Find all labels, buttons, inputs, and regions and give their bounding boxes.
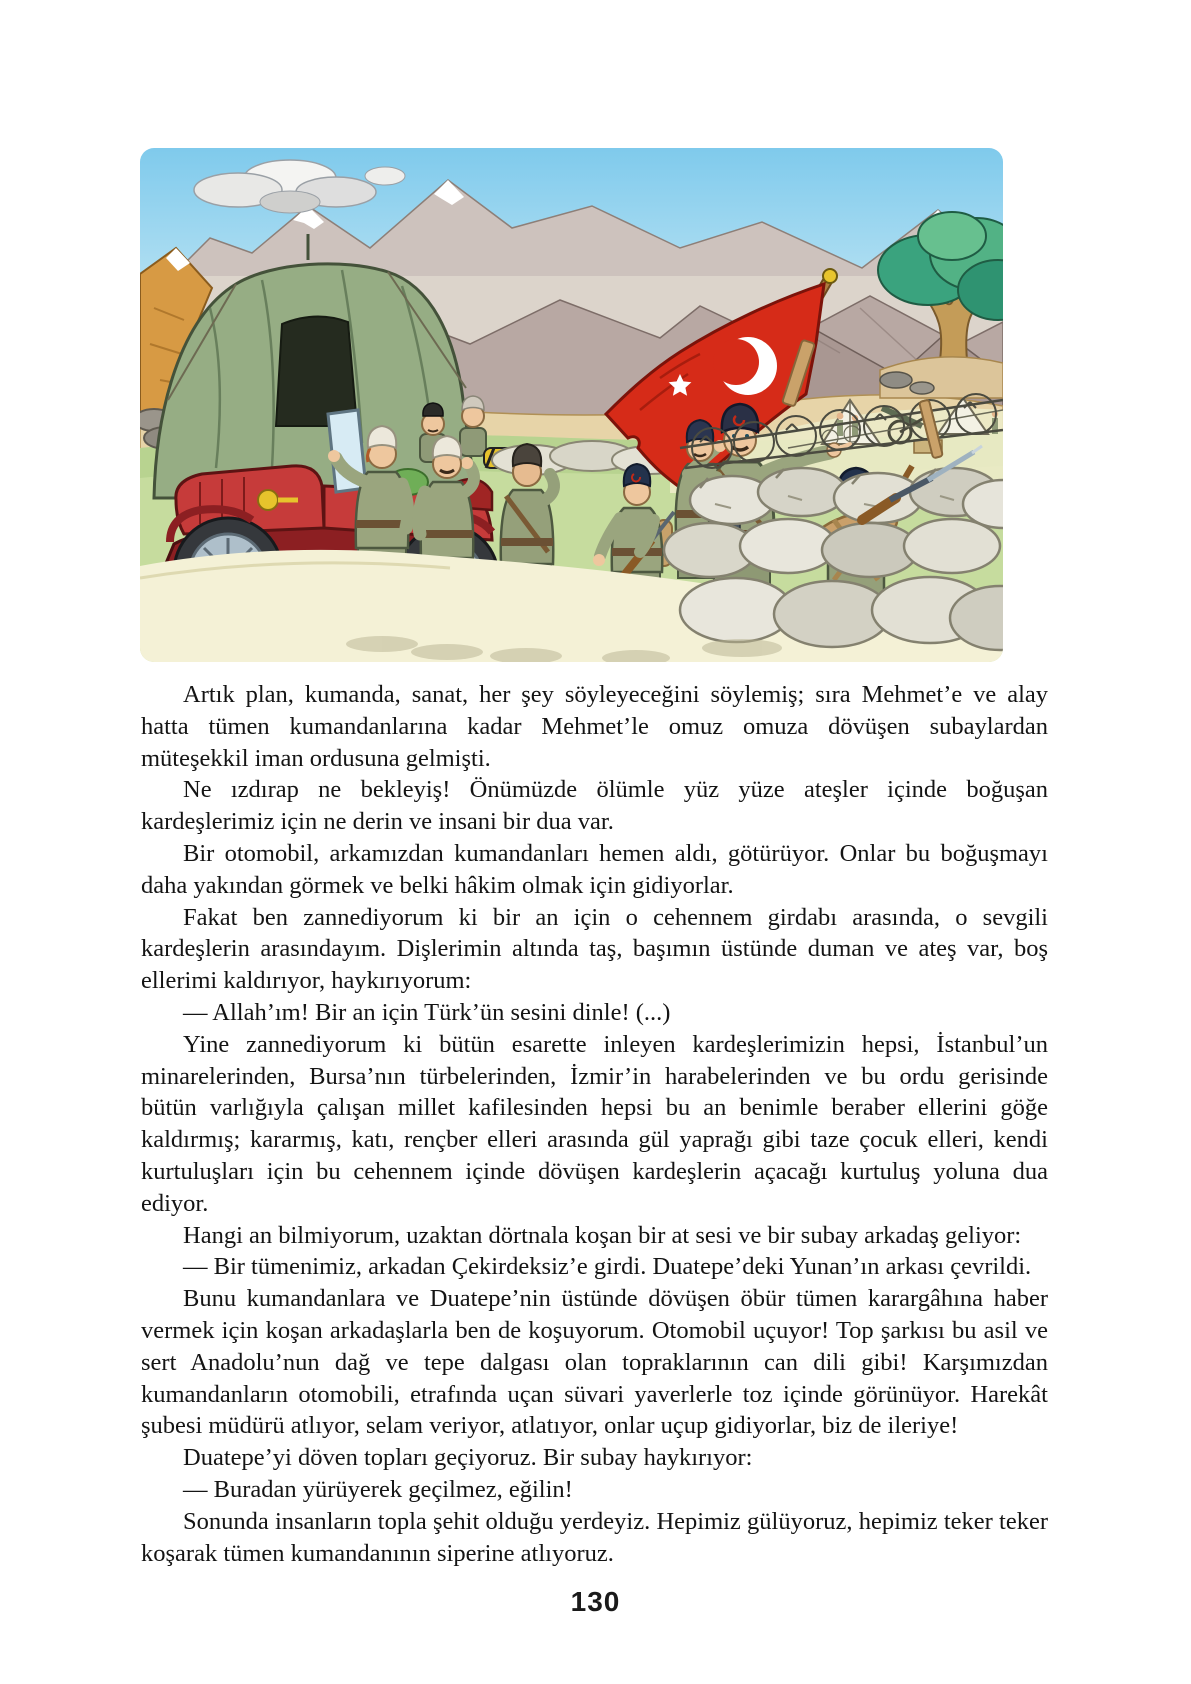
paragraph: Fakat ben zannediyorum ki bir an için o cehennem girdabı arasında, o sevgili kardeşlerin arasındayım. Dişlerimin altında taş, başımın üstünde duman ve ateş var, boş ellerimi kaldırıyor, haykırıyorum:: [141, 903, 1048, 995]
body-text: [141, 679, 1048, 1569]
dialogue-paragraph: — Bir tümenimiz, arkadan Çekirdeksiz’e girdi. Duatepe’deki Yunan’ın arkası çevrildi.: [183, 1253, 1032, 1281]
paragraph: Artık plan, kumanda, sanat, her şey söyleyeceğini söylemiş; sıra Mehmet’e ve alay hatta tümen kumandanlarına kadar Mehmet’le omuz omuza dövüşen subaylardan müteşekkil iman ordusuna gelmişti.: [141, 681, 1048, 772]
battlefield-illustration: [140, 148, 1003, 662]
flag-finial: [823, 269, 837, 283]
horn: [258, 490, 278, 510]
sandbag-wall: [664, 468, 1003, 650]
page-illustration: [140, 148, 1003, 662]
paragraph: Yine zannediyorum ki bütün esarette inleyen kardeşlerimizin hepsi, İstanbul’un minarelerinden, Bursa’nın türbelerinden, İzmir’in harabelerinden ve bu ordu gerisinde bütün varlığıyla çalışan millet kafilesinden hepsi bu an benimle beraber ellerini göğe kaldırmış; kararmış, katı, rençber elleri arasında gül yaprağı gibi taze çocuk elleri, kendi kurtuluşları için bu cehennem içinde dövüşen kardeşlerin açacağı kurtuluş yoluna dua ediyor.: [141, 1030, 1048, 1217]
paragraph: Ne ızdırap ne bekleyiş! Önümüzde ölümle yüz yüze ateşler içinde boğuşan kardeşlerimiz için ne derin ve insani bir dua var.: [141, 776, 1048, 836]
paragraph: Sonunda insanların topla şehit olduğu yerdeyiz. Hepimiz gülüyoruz, hepimiz teker teker koşarak tümen kumandanının siperine atlıyoruz.: [141, 1507, 1048, 1567]
paragraph: Hangi an bilmiyorum, uzaktan dörtnala koşan bir at sesi ve bir subay arkadaş geliyor:: [183, 1221, 1022, 1249]
paragraph: Bir otomobil, arkamızdan kumandanları hemen aldı, götürüyor. Onlar bu boğuşmayı daha yakından görmek ve belki hâkim olmak için gidiyorlar.: [141, 839, 1048, 899]
paragraph: Bunu kumandanlara ve Duatepe’nin üstünde dövüşen öbür tümen karargâhına haber vermek için koşan arkadaşlarla ben de koşuyorum. Otomobil uçuyor! Top şarkısı bu asil ve sert Anadolu’nun dağ ve tepe dalgası olan topraklarının can dili gibi! Karşımızdan kumandanların otomobili, etrafında uçan süvari yaverlerle toz içinde görünüyor. Harekât şubesi müdürü atlıyor, selam veriyor, atlatıyor, onlar uçup gidiyorlar, biz de ileriye!: [141, 1285, 1048, 1440]
tent-door: [276, 316, 357, 426]
dialogue-paragraph: — Buradan yürüyerek geçilmez, eğilin!: [183, 1475, 573, 1503]
dialogue-paragraph: — Allah’ım! Bir an için Türk’ün sesini dinle! (...): [183, 998, 671, 1026]
paragraph: Duatepe’yi döven topları geçiyoruz. Bir subay haykırıyor:: [183, 1444, 753, 1472]
page-number: 130: [570, 1586, 621, 1617]
